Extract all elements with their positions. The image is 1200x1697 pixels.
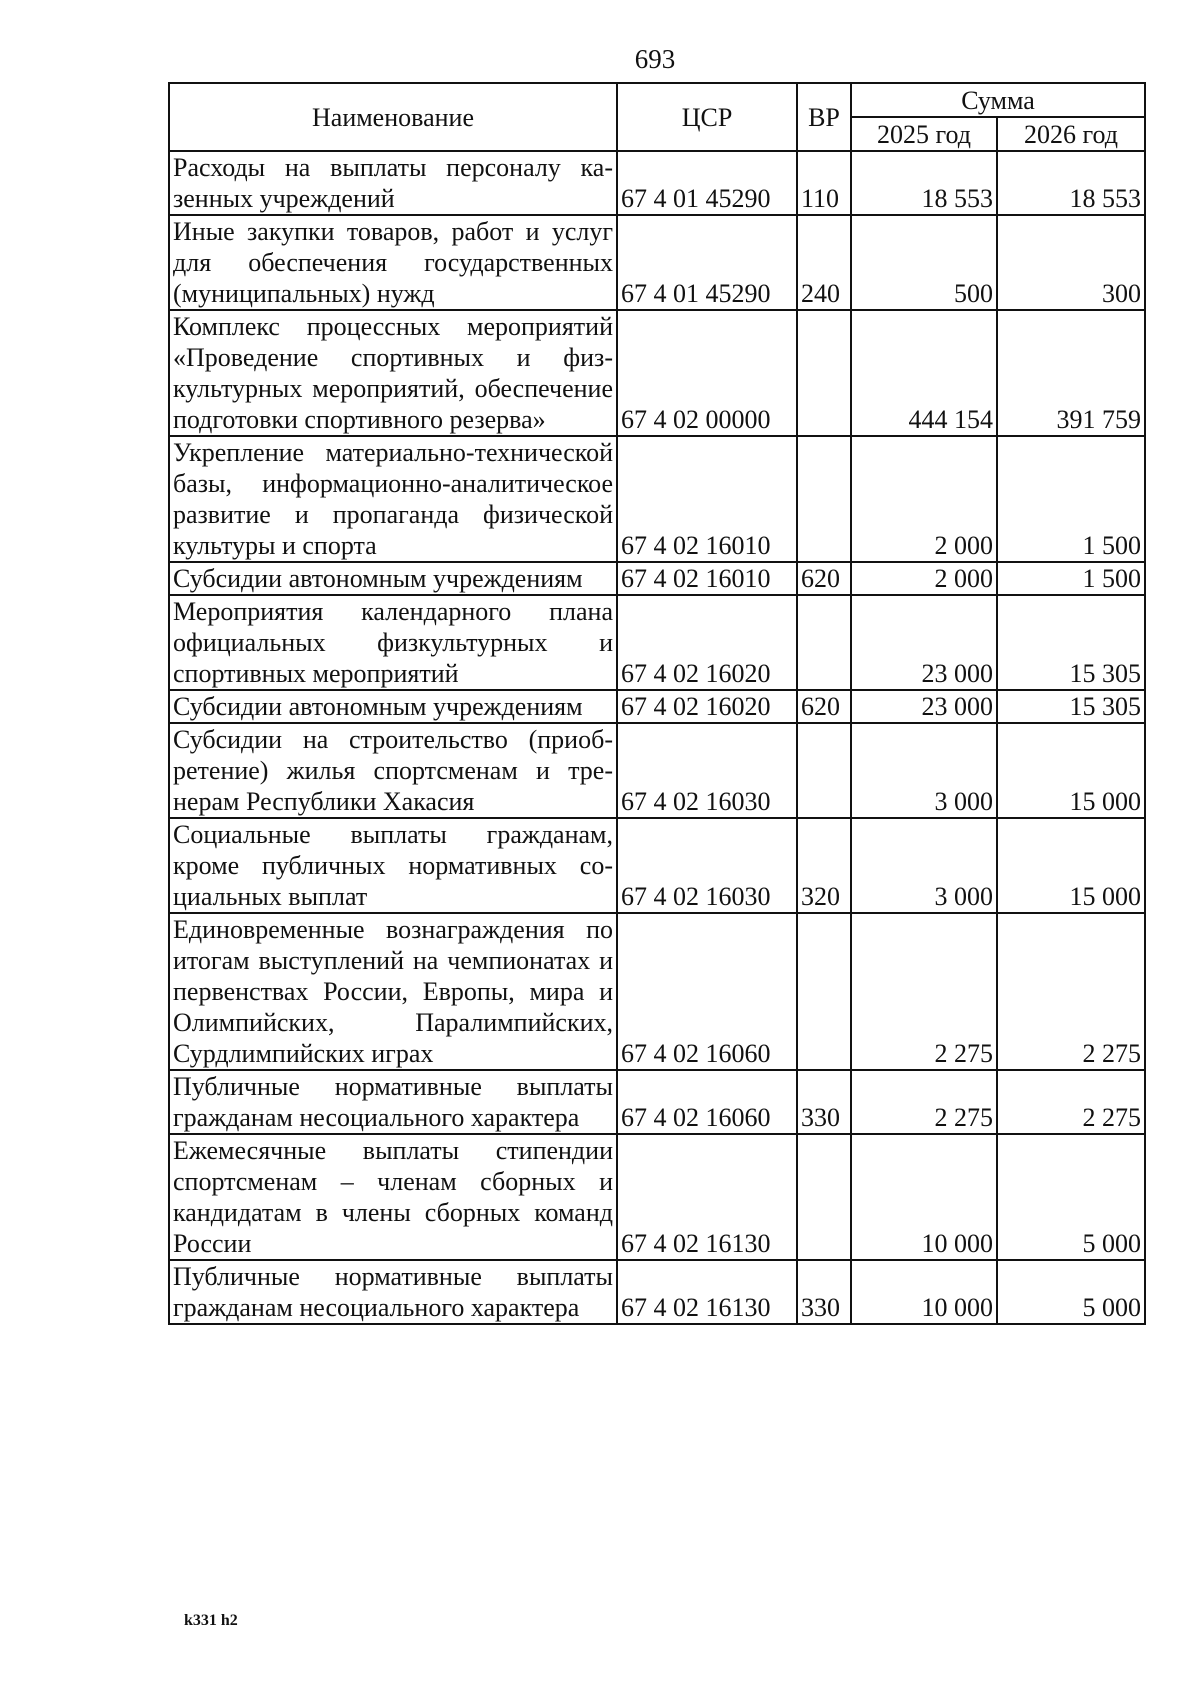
row-csr-cell: 67 4 01 45290 bbox=[617, 215, 797, 310]
row-name-cell: Публичные нормативные выплаты гражданам несоциального характера bbox=[169, 1070, 617, 1134]
table-row bbox=[169, 310, 1145, 436]
row-2026-cell: 5 000 bbox=[997, 1134, 1145, 1260]
table-row bbox=[169, 1260, 1145, 1324]
table-row bbox=[169, 913, 1145, 1070]
row-2025-cell: 2 000 bbox=[851, 562, 997, 595]
table-row bbox=[169, 562, 1145, 595]
row-2025-cell: 3 000 bbox=[851, 723, 997, 818]
row-2025-cell: 444 154 bbox=[851, 310, 997, 436]
header-sum: Сумма bbox=[851, 83, 1145, 117]
footer-code: k331 h2 bbox=[184, 1612, 238, 1629]
row-vr-cell bbox=[797, 310, 851, 436]
row-2026-cell: 1 500 bbox=[997, 436, 1145, 562]
row-2025-cell: 2 275 bbox=[851, 1070, 997, 1134]
table-row bbox=[169, 690, 1145, 723]
row-csr-cell: 67 4 02 00000 bbox=[617, 310, 797, 436]
table-header bbox=[169, 83, 1145, 151]
header-csr: ЦСР bbox=[617, 83, 797, 151]
row-name-cell: Субсидии на строительство (приобретение) жилья спортсменам и тренерам Республики Хакасия bbox=[169, 723, 617, 818]
table-row bbox=[169, 215, 1145, 310]
row-2025-cell: 3 000 bbox=[851, 818, 997, 913]
row-vr-cell: 330 bbox=[797, 1070, 851, 1134]
row-vr-cell bbox=[797, 595, 851, 690]
row-csr-cell: 67 4 02 16020 bbox=[617, 595, 797, 690]
header-year-2025: 2025 год bbox=[851, 117, 997, 151]
row-csr-cell: 67 4 02 16060 bbox=[617, 913, 797, 1070]
header-year-2026: 2026 год bbox=[997, 117, 1145, 151]
row-2025-cell: 18 553 bbox=[851, 151, 997, 215]
row-2026-cell: 15 000 bbox=[997, 818, 1145, 913]
row-csr-cell: 67 4 01 45290 bbox=[617, 151, 797, 215]
row-vr-cell bbox=[797, 723, 851, 818]
row-2025-cell: 10 000 bbox=[851, 1260, 997, 1324]
row-csr-cell: 67 4 02 16030 bbox=[617, 723, 797, 818]
row-csr-cell: 67 4 02 16010 bbox=[617, 436, 797, 562]
row-2025-cell: 500 bbox=[851, 215, 997, 310]
table-row bbox=[169, 1134, 1145, 1260]
row-2026-cell: 1 500 bbox=[997, 562, 1145, 595]
row-vr-cell: 320 bbox=[797, 818, 851, 913]
table-row bbox=[169, 436, 1145, 562]
row-name-cell: Ежемесячные выплаты стипендии спортсменам – членам сборных и кандидатам в члены сборных команд России bbox=[169, 1134, 617, 1260]
row-vr-cell: 110 bbox=[797, 151, 851, 215]
row-vr-cell: 330 bbox=[797, 1260, 851, 1324]
row-vr-cell: 240 bbox=[797, 215, 851, 310]
row-name-cell: Иные закупки товаров, работ и услуг для обеспечения государственных (муниципальных) нужд bbox=[169, 215, 617, 310]
table-row bbox=[169, 1070, 1145, 1134]
row-2025-cell: 10 000 bbox=[851, 1134, 997, 1260]
row-csr-cell: 67 4 02 16020 bbox=[617, 690, 797, 723]
row-2026-cell: 15 305 bbox=[997, 595, 1145, 690]
row-csr-cell: 67 4 02 16010 bbox=[617, 562, 797, 595]
row-name-cell: Субсидии автономным учреждениям bbox=[169, 562, 617, 595]
row-2025-cell: 2 000 bbox=[851, 436, 997, 562]
row-2026-cell: 15 305 bbox=[997, 690, 1145, 723]
row-csr-cell: 67 4 02 16030 bbox=[617, 818, 797, 913]
header-name: Наименование bbox=[169, 83, 617, 151]
table-row bbox=[169, 595, 1145, 690]
row-csr-cell: 67 4 02 16130 bbox=[617, 1260, 797, 1324]
row-2025-cell: 2 275 bbox=[851, 913, 997, 1070]
row-csr-cell: 67 4 02 16060 bbox=[617, 1070, 797, 1134]
table-row bbox=[169, 723, 1145, 818]
row-2026-cell: 2 275 bbox=[997, 913, 1145, 1070]
row-name-cell: Субсидии автономным учреждениям bbox=[169, 690, 617, 723]
row-2025-cell: 23 000 bbox=[851, 595, 997, 690]
table-row bbox=[169, 151, 1145, 215]
table-row bbox=[169, 818, 1145, 913]
row-2025-cell: 23 000 bbox=[851, 690, 997, 723]
row-vr-cell: 620 bbox=[797, 690, 851, 723]
row-name-cell: Укрепление материально-технической базы, информационно-аналитическое развитие и пропаганда физической культуры и спорта bbox=[169, 436, 617, 562]
row-2026-cell: 2 275 bbox=[997, 1070, 1145, 1134]
page-number: 693 bbox=[634, 44, 676, 74]
row-vr-cell bbox=[797, 913, 851, 1070]
table-body bbox=[169, 151, 1145, 1324]
row-vr-cell: 620 bbox=[797, 562, 851, 595]
row-2026-cell: 18 553 bbox=[997, 151, 1145, 215]
row-name-cell: Социальные выплаты гражданам, кроме публичных нормативных социальных выплат bbox=[169, 818, 617, 913]
row-name-cell: Публичные нормативные выплаты гражданам несоциального характера bbox=[169, 1260, 617, 1324]
row-name-cell: Расходы на выплаты персоналу казенных учреждений bbox=[169, 151, 617, 215]
row-csr-cell: 67 4 02 16130 bbox=[617, 1134, 797, 1260]
row-name-cell: Мероприятия календарного плана официальных физкультурных и спортивных мероприятий bbox=[169, 595, 617, 690]
row-2026-cell: 300 bbox=[997, 215, 1145, 310]
row-2026-cell: 5 000 bbox=[997, 1260, 1145, 1324]
row-2026-cell: 15 000 bbox=[997, 723, 1145, 818]
row-vr-cell bbox=[797, 1134, 851, 1260]
row-2026-cell: 391 759 bbox=[997, 310, 1145, 436]
row-name-cell: Единовременные вознаграждения по итогам выступлений на чемпионатах и первенствах России, Европы, мира и Олимпийских, Паралимпийских, Сурдлимпийских играх bbox=[169, 913, 617, 1070]
row-vr-cell bbox=[797, 436, 851, 562]
budget-table bbox=[168, 82, 1146, 1325]
header-vr: ВР bbox=[797, 83, 851, 151]
row-name-cell: Комплекс процессных мероприятий «Проведение спортивных и физкультурных мероприятий, обеспечение подготовки спортивного резерва» bbox=[169, 310, 617, 436]
